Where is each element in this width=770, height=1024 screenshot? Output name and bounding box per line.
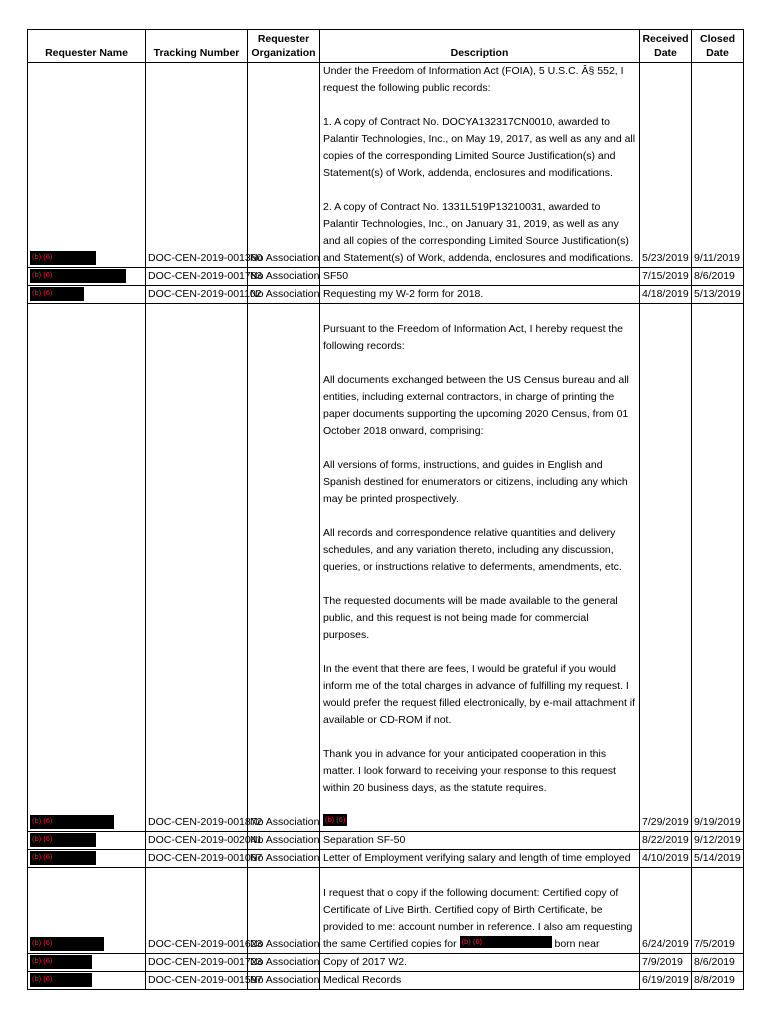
redaction-box: (b) (6)	[30, 851, 96, 865]
requester-name-cell	[28, 972, 146, 990]
requester-name-cell	[28, 304, 146, 832]
received-date-cell: 4/10/2019	[640, 850, 692, 868]
table-row	[28, 304, 744, 832]
header-tracking-number: Tracking Number	[146, 30, 248, 63]
description-paragraph: The requested documents will be made available to the general public, and this request is not being made for commercial purposes.	[323, 595, 618, 641]
closed-date-cell: 9/11/2019	[692, 63, 744, 268]
requester-name-cell	[28, 954, 146, 972]
tracking-number-cell: DOC-CEN-2019-001723	[146, 954, 248, 972]
organization-cell: No Association	[248, 954, 320, 972]
header-description: Description	[320, 30, 640, 63]
closed-date-cell: 8/6/2019	[692, 268, 744, 286]
closed-date-cell: 8/6/2019	[692, 954, 744, 972]
tracking-number-cell: DOC-CEN-2019-001623	[146, 868, 248, 954]
organization-cell: No Association	[248, 972, 320, 990]
header-closed-date: Closed Date	[692, 30, 744, 63]
description-paragraph	[323, 814, 636, 831]
closed-date-cell: 8/8/2019	[692, 972, 744, 990]
received-date-cell: 6/24/2019	[640, 868, 692, 954]
closed-date-cell: 9/12/2019	[692, 832, 744, 850]
requester-name-cell	[28, 868, 146, 954]
description-paragraph: Separation SF-50	[323, 834, 406, 846]
description-paragraph: 2. A copy of Contract No. 1331L519P13210031, awarded to Palantir Technologies, Inc., on January 31, 2019, as well as any and all copies of the corresponding Limited Source Justification(s) and Statement(s) of Work, addenda, enclosures and modifications.	[323, 201, 634, 264]
received-date-cell: 4/18/2019	[640, 286, 692, 304]
organization-cell: No Association	[248, 304, 320, 832]
tracking-number-cell: DOC-CEN-2019-001783	[146, 268, 248, 286]
requester-name-cell	[28, 850, 146, 868]
table-row	[28, 63, 744, 268]
closed-date-cell: 5/13/2019	[692, 286, 744, 304]
received-date-cell: 7/9/2019	[640, 954, 692, 972]
description-cell	[320, 63, 640, 268]
received-date-cell: 5/23/2019	[640, 63, 692, 268]
description-cell	[320, 972, 640, 990]
received-date-cell: 8/22/2019	[640, 832, 692, 850]
received-date-cell: 6/19/2019	[640, 972, 692, 990]
redaction-box: (b) (6)	[30, 973, 92, 987]
closed-date-cell: 7/5/2019	[692, 868, 744, 954]
header-requester-name: Requester Name	[28, 30, 146, 63]
received-date-cell: 7/29/2019	[640, 304, 692, 832]
description-paragraph: In the event that there are fees, I would be grateful if you would inform me of the total charges in advance of fulfilling my request. I would prefer the request filled electronically, by e-mail attachment if available or CD-ROM if not.	[323, 663, 636, 726]
redaction-box: (b) (6)	[30, 251, 96, 265]
description-paragraph: Letter of Employment verifying salary and length of time employed	[323, 852, 631, 864]
organization-cell: No Association	[248, 832, 320, 850]
description-cell	[320, 954, 640, 972]
redaction-box: (b) (6)	[30, 937, 104, 951]
redaction-box: (b) (6)	[30, 287, 84, 301]
description-paragraph: Pursuant to the Freedom of Information Act, I hereby request the following records:	[323, 323, 623, 352]
description-paragraph: Thank you in advance for your anticipated cooperation in this matter. I look forward to receiving your response to this request within 20 business days, as the statute requires.	[323, 748, 616, 794]
redaction-box: (b) (6)	[30, 955, 92, 969]
header-received-date: Received Date	[640, 30, 692, 63]
description-cell	[320, 850, 640, 868]
requester-name-cell	[28, 286, 146, 304]
description-paragraph: Under the Freedom of Information Act (FOIA), 5 U.S.C. Â§ 552, I request the following public records:	[323, 65, 624, 94]
tracking-number-cell: DOC-CEN-2019-001360	[146, 63, 248, 268]
description-paragraph: Medical Records	[323, 974, 402, 986]
redaction-box: (b) (6)	[30, 815, 114, 829]
requester-name-cell	[28, 268, 146, 286]
organization-cell: No Association	[248, 868, 320, 954]
description-paragraph: All versions of forms, instructions, and guides in English and Spanish destined for enumerators or citizens, including any which may be printed prospectively.	[323, 459, 628, 505]
description-cell	[320, 286, 640, 304]
redaction-box: (b) (6)	[30, 833, 96, 847]
tracking-number-cell: DOC-CEN-2019-001067	[146, 850, 248, 868]
redaction-box: (b) (6)	[30, 269, 126, 283]
organization-cell: No Association	[248, 286, 320, 304]
organization-cell: No Association	[248, 63, 320, 268]
organization-cell: No Association	[248, 850, 320, 868]
foia-log-table	[27, 29, 744, 990]
description-cell	[320, 832, 640, 850]
description-paragraph: All documents exchanged between the US Census bureau and all entities, including external contractors, in charge of printing the paper documents supporting the upcoming 2020 Census, from 01 October 2018 onward, comprising:	[323, 374, 629, 437]
tracking-number-cell: DOC-CEN-2019-001597	[146, 972, 248, 990]
tracking-number-cell: DOC-CEN-2019-001872	[146, 304, 248, 832]
description-cell	[320, 304, 640, 832]
closed-date-cell: 5/14/2019	[692, 850, 744, 868]
description-text: I request that o copy if the following document: Certified copy of Certificate of Live Birth. Certified copy of Birth Certificate, be provided to me: account number in reference. I also am requesting the same Certified copies for	[323, 887, 633, 950]
table-row	[28, 868, 744, 954]
foia-log-sheet	[27, 29, 743, 990]
header-row	[28, 30, 744, 63]
redaction-box: (b) (6)	[460, 936, 552, 948]
header-requester-organization: Requester Organization	[248, 30, 320, 63]
redaction-box: (b) (6)	[325, 815, 346, 824]
table-row	[28, 286, 744, 304]
description-paragraph: SF50	[323, 270, 349, 282]
description-paragraph: Copy of 2017 W2.	[323, 956, 408, 968]
organization-cell: No Association	[248, 268, 320, 286]
description-text: born near	[554, 938, 600, 950]
description-paragraph: All records and correspondence relative quantities and delivery schedules, and any variation thereto, including any discussion, queries, or instructions relative to deferments, amendments, etc.	[323, 527, 622, 573]
tracking-number-cell: DOC-CEN-2019-001102	[146, 286, 248, 304]
table-row	[28, 972, 744, 990]
tracking-number-cell: DOC-CEN-2019-002041	[146, 832, 248, 850]
description-cell	[320, 268, 640, 286]
requester-name-cell	[28, 832, 146, 850]
requester-name-cell	[28, 63, 146, 268]
received-date-cell: 7/15/2019	[640, 268, 692, 286]
table-row	[28, 832, 744, 850]
table-row	[28, 850, 744, 868]
table-row	[28, 268, 744, 286]
description-paragraph: Requesting my W-2 form for 2018.	[323, 288, 484, 300]
table-row	[28, 954, 744, 972]
closed-date-cell: 9/19/2019	[692, 304, 744, 832]
description-paragraph: 1. A copy of Contract No. DOCYA132317CN0010, awarded to Palantir Technologies, Inc., on May 19, 2017, as well as any and all copies of the corresponding Limited Source Justification(s) and Statement(s) of Work, addenda, enclosures and modifications.	[323, 116, 636, 179]
description-cell	[320, 868, 640, 954]
